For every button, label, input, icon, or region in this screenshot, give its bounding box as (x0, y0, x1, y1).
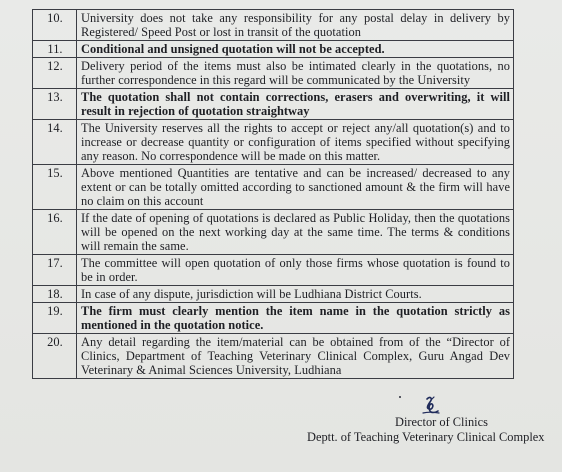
signatory-title: Director of Clinics (395, 415, 488, 429)
clause-text: The University reserves all the rights to accept or reject any/all quotation(s) and to increase or decrease quantity or configuration of items specified without specifying any reason. No correspondence will be made on this matter. (77, 120, 514, 165)
clause-number: 13. (33, 89, 77, 120)
clause-row (33, 334, 514, 379)
clause-text: The firm must clearly mention the item name in the quotation strictly as mentioned in the quotation notice. (77, 303, 514, 334)
clause-number: 14. (33, 120, 77, 165)
clause-number: 20. (33, 334, 77, 379)
clause-row (33, 165, 514, 210)
clause-row (33, 120, 514, 165)
clause-number: 16. (33, 210, 77, 255)
clause-number: 17. (33, 255, 77, 286)
clause-text: If the date of opening of quotations is declared as Public Holiday, then the quotations will be opened on the next working day at the same time. The terms & conditions will remain the same. (77, 210, 514, 255)
clause-row (33, 255, 514, 286)
signatory-department: Deptt. of Teaching Veterinary Clinical Complex (307, 430, 545, 444)
clause-text: In case of any dispute, jurisdiction will be Ludhiana District Courts. (77, 286, 514, 303)
clause-row (33, 41, 514, 58)
clause-text: Conditional and unsigned quotation will not be accepted. (77, 41, 514, 58)
clause-number: 11. (33, 41, 77, 58)
terms-table-body (33, 10, 514, 379)
clause-row (33, 10, 514, 41)
clause-row (33, 286, 514, 303)
clause-number: 10. (33, 10, 77, 41)
clause-text: The committee will open quotation of only those firms whose quotation is found to be in order. (77, 255, 514, 286)
clause-row (33, 210, 514, 255)
clause-row (33, 58, 514, 89)
clause-text: Any detail regarding the item/material can be obtained from of the “Director of Clinics, Department of Teaching Veterinary Clinical Complex, Guru Angad Dev Veterinary & Animal Sciences University, Ludhiana (77, 334, 514, 379)
clause-row (33, 303, 514, 334)
clause-number: 12. (33, 58, 77, 89)
clause-number: 18. (33, 286, 77, 303)
clause-row (33, 89, 514, 120)
clause-text: University does not take any responsibility for any postal delay in delivery by Registered/ Speed Post or lost in transit of the quotation (77, 10, 514, 41)
ink-dot (399, 396, 401, 398)
clause-text: The quotation shall not contain corrections, erasers and overwriting, it will result in rejection of quotation straightway (77, 89, 514, 120)
clause-text: Above mentioned Quantities are tentative and can be increased/ decreased to any extent or can be totally omitted according to sanctioned amount & the firm will have no claim on this account (77, 165, 514, 210)
clause-text: Delivery period of the items must also be intimated clearly in the quotations, no further correspondence in this regard will be communicated by the University (77, 58, 514, 89)
clause-number: 15. (33, 165, 77, 210)
terms-table (32, 9, 514, 379)
clause-number: 19. (33, 303, 77, 334)
